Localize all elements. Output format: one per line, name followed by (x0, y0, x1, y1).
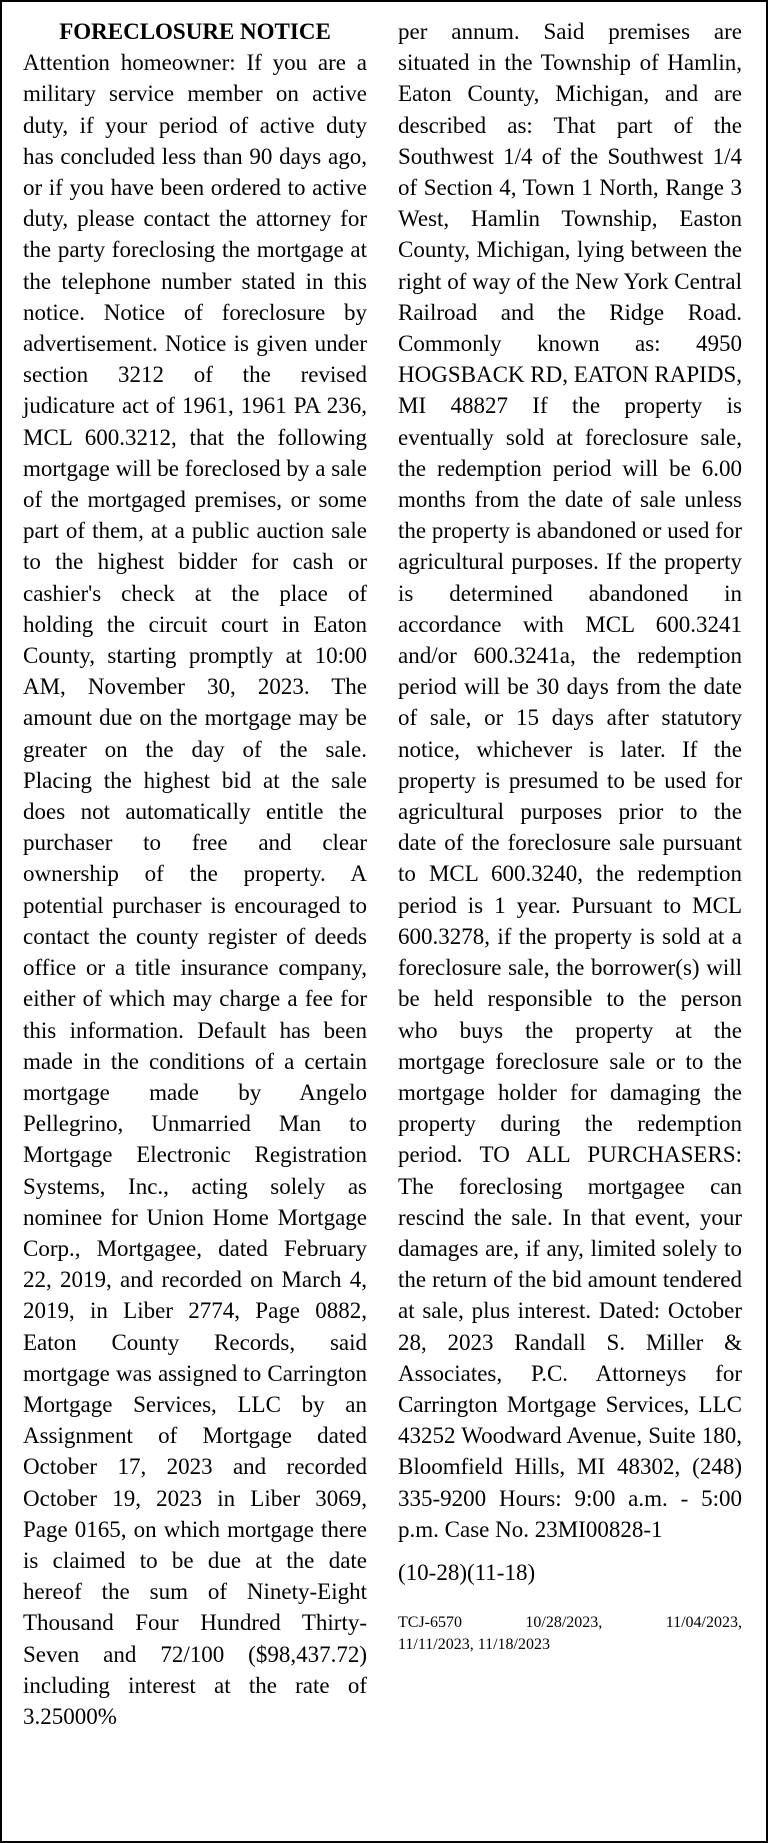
left-column (23, 16, 367, 1732)
notice-footer (398, 1612, 742, 1656)
footer-ref: TCJ-6570 (398, 1614, 462, 1632)
notice-body-right: per annum. Said premises are situated in the Township of Hamlin, Eaton County, Michigan, and are described as: That part of the Southwest 1/4 of the Southwest 1/4 of Section 4, Town 1 North, Range 3 West, Hamlin Township, Easton County, Michigan, lying between the right of way of the New York Central Railroad and the Ridge Road. Commonly known as: 4950 HOGSBACK RD, EATON RAPIDS, MI 48827 If the property is eventually sold at foreclosure sale, the redemption period will be 6.00 months from the date of sale unless the property is abandoned or used for agricultural purposes. If the property is determined abandoned in accordance with MCL 600.3241 and/or 600.3241a, the redemption period will be 30 days from the date of sale, or 15 days after statutory notice, whichever is later. If the property is presumed to be used for agricultural purposes prior to the date of the foreclosure sale pursuant to MCL 600.3240, the redemption period is 1 year. Pursuant to MCL 600.3278, if the property is sold at a foreclosure sale, the borrower(s) will be held responsible to the person who buys the property at the mortgage foreclosure sale or to the mortgage holder for damaging the property during the redemption period. TO ALL PURCHASERS: The foreclosing mortgagee can rescind the sale. In that event, your damages are, if any, limited solely to the return of the bid amount tendered at sale, plus interest. Dated: October 28, 2023 Randall S. Miller & Associates, P.C. Attorneys for Carrington Mortgage Services, LLC 43252 Woodward Avenue, Suite 180, Bloomfield Hills, MI 48302, (248) 335-9200 Hours: 9:00 a.m. - 5:00 p.m. Case No. 23MI00828-1 (398, 19, 742, 1542)
run-dates: (10-28)(11-18) (398, 1559, 536, 1585)
footer-date-1: 10/28/2023, (525, 1614, 603, 1632)
footer-date-2: 11/04/2023, (665, 1614, 742, 1632)
notice-body-left: Attention homeowner: If you are a military service member on active duty, if your period of active duty has concluded less than 90 days ago, or if you have been ordered to active duty, please contact the attorney for the party foreclosing the mortgage at the telephone number stated in this notice. Notice of foreclosure by advertisement. Notice is given under section 3212 of the revised judicature act of 1961, 1961 PA 236, MCL 600.3212, that the following mortgage will be foreclosed by a sale of the mortgaged premises, or some part of them, at a public auction sale to the highest bidder for cash or cashier's check at the place of holding the circuit court in Eaton County, starting promptly at 10:00 AM, November 30, 2023. The amount due on the mortgage may be greater on the day of the sale. Placing the highest bid at the sale does not automatically entitle the purchaser to free and clear ownership of the property. A potential purchaser is encouraged to contact the county register of deeds office or a title insurance company, either of which may charge a fee for this information. Default has been made in the conditions of a certain mortgage made by Angelo Pellegrino, Unmarried Man to Mortgage Electronic Registration Systems, Inc., acting solely as nominee for Union Home Mortgage Corp., Mortgagee, dated February 22, 2019, and recorded on March 4, 2019, in Liber 2774, Page 0882, Eaton County Records, said mortgage was assigned to Carrington Mortgage Services, LLC by an Assignment of Mortgage dated October 17, 2023 and recorded October 19, 2023 in Liber 3069, Page 0165, on which mortgage there is claimed to be due at the date hereof the sum of Ninety-Eight Thousand Four Hundred Thirty-Seven and 72/100 ($98,437.72) including interest at the rate of 3.25000% (23, 50, 367, 1729)
footer-dates-line-2: 11/11/2023, 11/18/2023 (398, 1636, 550, 1654)
right-column (398, 16, 742, 1656)
notice-title: FORECLOSURE NOTICE (59, 19, 331, 44)
